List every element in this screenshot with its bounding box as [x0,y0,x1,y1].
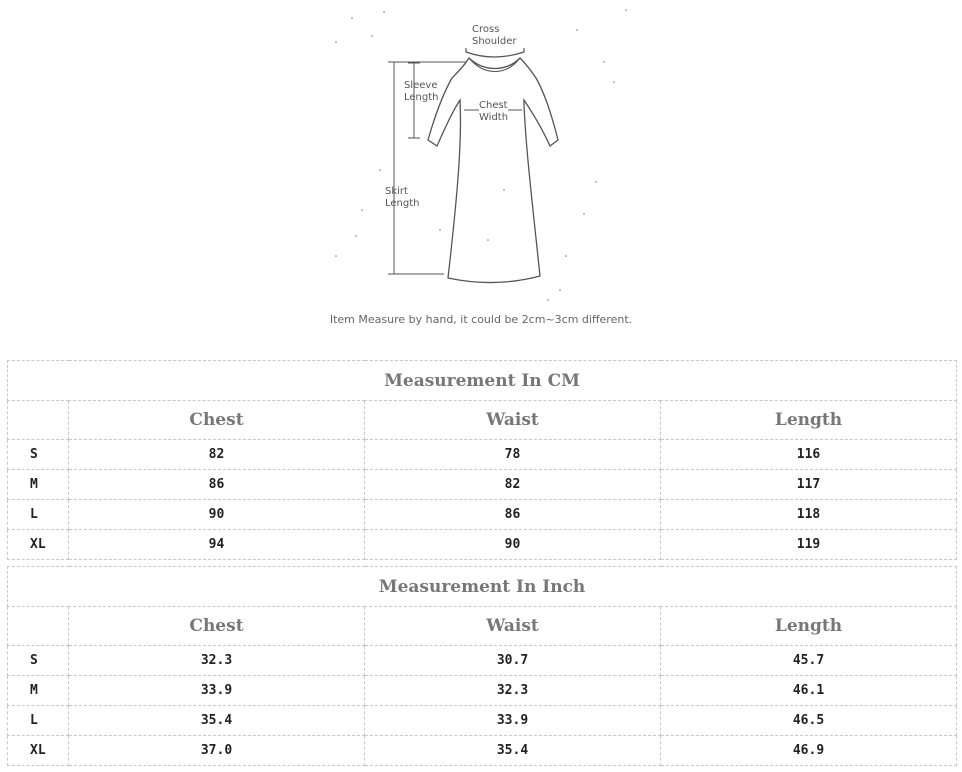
length-value: 46.9 [661,736,957,766]
chest-value: 86 [69,470,365,500]
chest-value: 90 [69,500,365,530]
table-row [8,676,957,706]
length-value: 46.5 [661,706,957,736]
waist-value: 82 [365,470,661,500]
column-header-chest: Chest [69,401,365,440]
table-header-row [8,401,957,440]
inch-size-table [7,566,957,766]
cm-size-table [7,360,957,560]
waist-value: 90 [365,530,661,560]
size-label: L [8,500,69,530]
background-speckles [335,9,627,301]
column-header-waist: Waist [365,401,661,440]
waist-value: 30.7 [365,646,661,676]
column-header-length: Length [661,401,957,440]
dress-body-outline [428,58,558,283]
size-label: XL [8,530,69,560]
column-header-chest: Chest [69,607,365,646]
table-row [8,530,957,560]
table-row [8,470,957,500]
size-label: XL [8,736,69,766]
column-header-size [8,607,69,646]
waist-value: 32.3 [365,676,661,706]
chest-value: 33.9 [69,676,365,706]
dress-neckline [469,58,520,72]
column-header-length: Length [661,607,957,646]
table-row [8,500,957,530]
chest-width-label: Chest Width [479,100,509,123]
waist-value: 78 [365,440,661,470]
length-value: 116 [661,440,957,470]
chest-value: 32.3 [69,646,365,676]
waist-value: 33.9 [365,706,661,736]
table-title-row [8,361,957,401]
table-title: Measurement In CM [8,361,957,401]
table-title: Measurement In Inch [8,567,957,607]
size-label: L [8,706,69,736]
table-row [8,440,957,470]
table-header-row [8,607,957,646]
length-value: 117 [661,470,957,500]
cross-shoulder-label: Cross Shoulder [472,24,517,47]
size-label: S [8,440,69,470]
table-row [8,736,957,766]
waist-value: 35.4 [365,736,661,766]
table-row [8,706,957,736]
measurement-note: Item Measure by hand, it could be 2cm~3cm different. [329,313,633,326]
column-header-waist: Waist [365,607,661,646]
chest-value: 94 [69,530,365,560]
skirt-length-label: Skirt Length [385,186,420,209]
waist-value: 86 [365,500,661,530]
garment-diagram [0,0,962,350]
column-header-size [8,401,69,440]
cross-shoulder-bracket [466,48,524,57]
size-label: S [8,646,69,676]
table-title-row [8,567,957,607]
length-value: 118 [661,500,957,530]
table-row [8,646,957,676]
chest-value: 82 [69,440,365,470]
length-value: 46.1 [661,676,957,706]
chest-value: 37.0 [69,736,365,766]
sleeve-length-label: Sleeve Length [404,80,439,103]
length-value: 45.7 [661,646,957,676]
size-label: M [8,470,69,500]
dress-outline [0,0,962,350]
length-value: 119 [661,530,957,560]
size-label: M [8,676,69,706]
chest-value: 35.4 [69,706,365,736]
